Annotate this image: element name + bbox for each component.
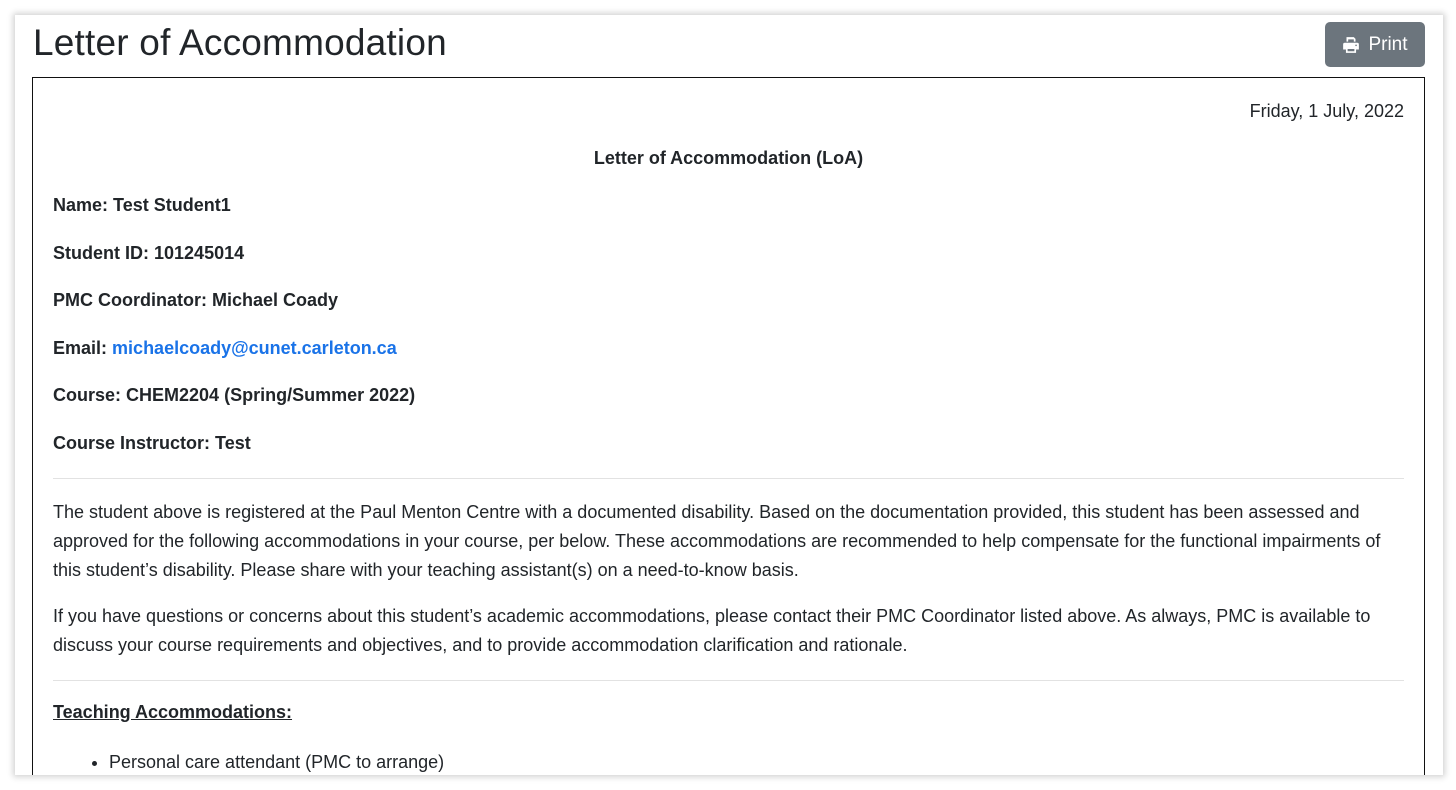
field-course-value: CHEM2204 (Spring/Summer 2022) <box>126 385 416 405</box>
print-button-label: Print <box>1368 33 1408 55</box>
field-instructor-label: Course Instructor: <box>53 433 211 453</box>
field-instructor <box>53 433 251 454</box>
letter-window <box>15 15 1443 775</box>
intro-paragraph: The student above is registered at the Paul Menton Centre with a documented disability. Based on the documentation provided, this student has been assessed and approved for the following accommodations in your course, per below. These accommodations are recommended to help compensate for the functional impairments of this student’s disability. Please share with your teaching assistant(s) on a need-to-know basis. <box>53 502 1381 580</box>
field-name-value: Test Student1 <box>113 195 231 215</box>
field-course <box>53 385 415 406</box>
print-button[interactable] <box>1325 22 1425 67</box>
field-coordinator-label: PMC Coordinator: <box>53 290 207 310</box>
print-icon <box>1342 36 1360 54</box>
letter-content <box>32 77 1425 775</box>
field-student-id <box>53 243 244 264</box>
field-email-label: Email: <box>53 338 108 358</box>
field-student-id-value: 101245014 <box>154 243 245 263</box>
field-email <box>53 338 397 359</box>
email-link[interactable]: michaelcoady@cunet.carleton.ca <box>112 338 397 358</box>
field-name-label: Name: <box>53 195 109 215</box>
contact-paragraph: If you have questions or concerns about this student’s academic accommodations, please contact their PMC Coordinator listed above. As always, PMC is available to discuss your course requirements and objectives, and to provide accommodation clarification and rationale. <box>53 606 1371 655</box>
teaching-accommodations-list <box>53 748 444 775</box>
divider <box>53 478 1404 479</box>
field-name <box>53 195 231 216</box>
letter-date: Friday, 1 July, 2022 <box>1249 101 1404 121</box>
divider <box>53 680 1404 681</box>
field-coordinator <box>53 290 338 311</box>
teaching-accommodations-title: Teaching Accommodations: <box>53 702 293 722</box>
letter-heading: Letter of Accommodation (LoA) <box>593 148 864 168</box>
field-course-label: Course: <box>53 385 122 405</box>
field-instructor-value: Test <box>215 433 251 453</box>
list-item: • Personal care attendant (PMC to arrange) <box>109 748 444 775</box>
field-coordinator-value: Michael Coady <box>212 290 339 310</box>
field-student-id-label: Student ID: <box>53 243 149 263</box>
page-title: Letter of Accommodation <box>33 22 447 63</box>
